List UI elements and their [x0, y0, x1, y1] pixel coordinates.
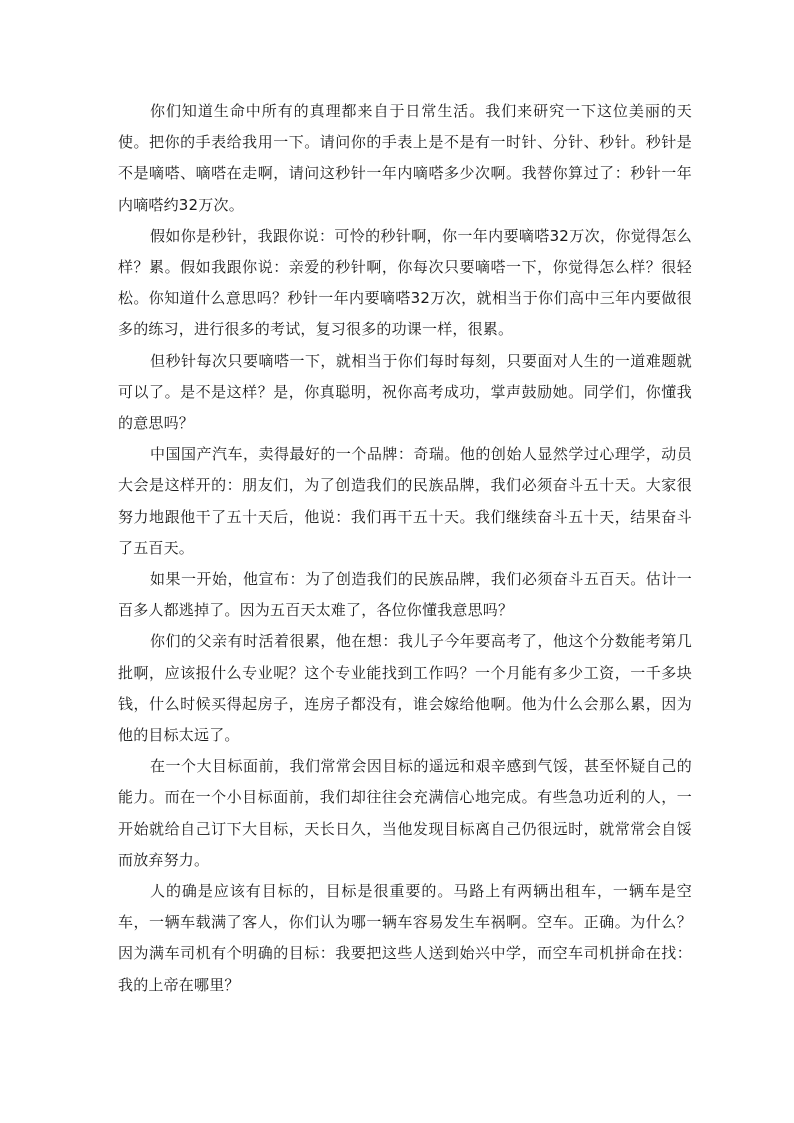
document-body [118, 96, 692, 1001]
paragraph: 中国国产汽车，卖得最好的一个品牌：奇瑞。他的创始人显然学过心理学，动员大会是这样开的：朋友们，为了创造我们的民族品牌，我们必须奋斗五十天。大家很努力地跟他干了五十天后，他说：我们再干五十天。我们继续奋斗五十天，结果奋斗了五百天。 [118, 445, 692, 557]
paragraph: 假如你是秒针，我跟你说：可怜的秒针啊，你一年内要嘀嗒32万次，你觉得怎么样？累。假如我跟你说：亲爱的秒针啊，你每次只要嘀嗒一下，你觉得怎么样？很轻松。你知道什么意思吗？秒针一年内要嘀嗒32万次，就相当于你们高中三年内要做很多的练习，进行很多的考试，复习很多的功课一样，很累。 [118, 226, 692, 339]
paragraph: 但秒针每次只要嘀嗒一下，就相当于你们每时每刻，只要面对人生的一道难题就可以了。是不是这样？是，你真聪明，祝你高考成功，掌声鼓励她。同学们，你懂我的意思吗？ [118, 351, 692, 433]
paragraph: 如果一开始，他宣布：为了创造我们的民族品牌，我们必须奋斗五百天。估计一百多人都逃掉了。因为五百天太难了，各位你懂我意思吗？ [118, 570, 692, 620]
paragraph: 你们知道生命中所有的真理都来自于日常生活。我们来研究一下这位美丽的天使。把你的手表给我用一下。请问你的手表上是不是有一时针、分针、秒针。秒针是不是嘀嗒、嘀嗒在走啊，请问这秒针一年内嘀嗒多少次啊。我替你算过了：秒针一年内嘀嗒约32万次。 [118, 102, 692, 214]
paragraph: 你们的父亲有时活着很累，他在想：我儿子今年要高考了，他这个分数能考第几批啊，应该报什么专业呢？这个专业能找到工作吗？一个月能有多少工资，一千多块钱，什么时候买得起房子，连房子都没有，谁会嫁给他啊。他为什么会那么累，因为他的目标太远了。 [118, 632, 692, 745]
paragraph: 在一个大目标面前，我们常常会因目标的遥远和艰辛感到气馁，甚至怀疑自己的能力。而在一个小目标面前，我们却往往会充满信心地完成。有些急功近利的人，一开始就给自己订下大目标，天长日久，当他发现目标离自己仍很远时，就常常会自馁而放弃努力。 [118, 757, 692, 869]
paragraph: 人的确是应该有目标的，目标是很重要的。马路上有两辆出租车，一辆车是空车，一辆车载满了客人，你们认为哪一辆车容易发生车祸啊。空车。正确。为什么？因为满车司机有个明确的目标：我要把这些人送到始兴中学，而空车司机拼命在找：我的上帝在哪里？ [118, 882, 692, 994]
